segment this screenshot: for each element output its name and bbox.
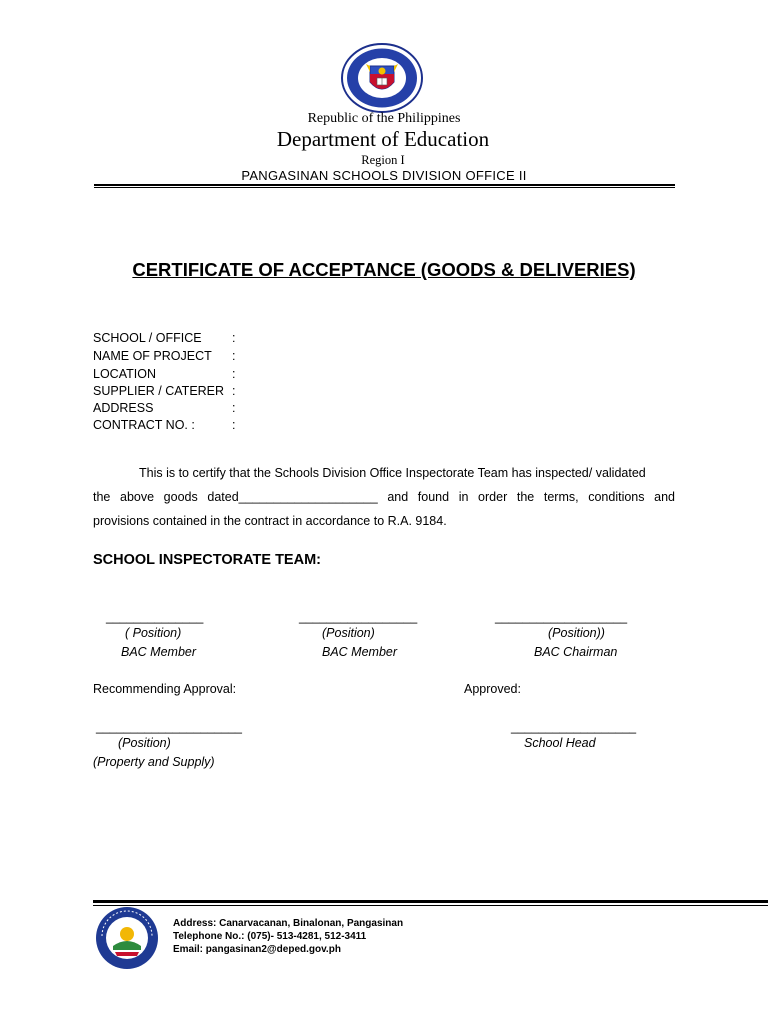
header-divider-bottom [94,187,675,188]
approver-role: School Head [524,736,596,750]
field-label-supplier: SUPPLIER / CATERER [93,384,225,398]
signatory-position: (Position)) [548,626,605,640]
footer-address: Address: Canarvacanan, Binalonan, Pangasinan [173,918,404,929]
header-divider-top [94,184,675,186]
recommending-approval-label: Recommending Approval: [93,682,237,696]
field-colon: : [232,349,236,363]
field-label-location: LOCATION [93,367,156,381]
signatory-role: BAC Member [121,645,197,659]
approved-label: Approved: [464,682,521,696]
certification-line-2: the above goods dated____________________ and found in order the terms, conditions and [93,490,675,504]
signatory-position: (Position) [322,626,375,640]
recommending-office: (Property and Supply) [93,755,215,769]
division-office-text: PANGASINAN SCHOOLS DIVISION OFFICE II [241,168,527,183]
recommending-position: (Position) [118,736,171,750]
signature-line: _________________ [299,610,418,624]
signature-line: _____________________ [96,720,242,734]
deped-seal-logo [339,42,425,114]
signatory-position: ( Position) [125,626,182,640]
region-text: Region I [361,153,405,167]
division-logo [93,906,161,970]
footer-divider-thick [93,900,768,903]
field-label-school-office: SCHOOL / OFFICE [93,331,202,345]
republic-text: Republic of the Philippines [307,111,461,126]
signatory-role: BAC Chairman [534,645,618,659]
certificate-title: CERTIFICATE OF ACCEPTANCE (GOODS & DELIVERIES) [132,259,636,280]
field-colon: : [232,367,236,381]
signature-line: __________________ [511,720,637,734]
certification-line-3: provisions contained in the contract in accordance to R.A. 9184. [93,514,447,528]
signatory-role: BAC Member [322,645,398,659]
field-colon: : [232,384,236,398]
field-label-project: NAME OF PROJECT [93,349,212,363]
signature-line: ______________ [106,610,204,624]
field-colon: : [232,331,236,345]
field-label-contract-no: CONTRACT NO. : [93,418,195,432]
footer-telephone: Telephone No.: (075)- 513-4281, 512-3411 [173,931,367,942]
signature-line: ___________________ [495,610,628,624]
department-title: Department of Education [276,127,490,151]
footer-email: Email: pangasinan2@deped.gov.ph [173,944,341,955]
inspectorate-team-heading: SCHOOL INSPECTORATE TEAM: [93,552,321,568]
footer-divider-thin [93,905,768,906]
field-colon: : [232,418,236,432]
field-label-address: ADDRESS [93,401,154,415]
field-colon: : [232,401,236,415]
certification-line-1: This is to certify that the Schools Division Office Inspectorate Team has inspected/ validated [139,466,646,480]
